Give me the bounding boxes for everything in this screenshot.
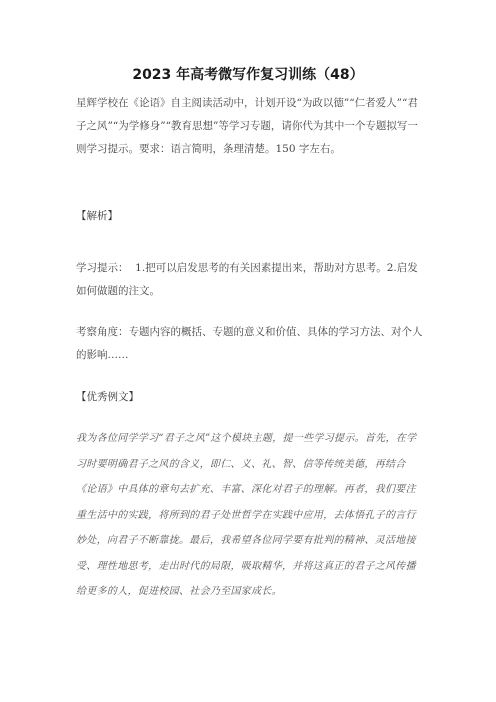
example-heading: 【优秀例文】 bbox=[76, 391, 139, 403]
angle-paragraph: 考察角度：专题内容的概括、专题的意义和价值、具体的学习方法、对个人的影响…… bbox=[76, 326, 423, 361]
example-paragraph: 我为各位同学学习“君子之风”这个模块主题，提一些学习提示。首先，在学习时要明确君子之风的含义，即仁、义、礼、智、信等传统美德，再结合《论语》中具体的章句去扩充、丰富、深化对君子的理解。再者，我们要注重生活中的实践，将所到的君子处世哲学在实践中应用，去体悟孔子的言行妙处，向君子不断靠拢。最后，我希望各位同学要有批判的精神、灵活地接受、理性地思考，走出时代的局限，吸取精华，并将这真正的君子之风传播给更多的人，促进校园、社会乃至国家成长。 bbox=[76, 433, 417, 597]
prompt-paragraph: 星辉学校在《论语》自主阅读活动中，计划开设“为政以德”“仁者爱人”“君子之风”“为学修身”“教育思想”等学习专题，请你代为其中一个专题拟写一则学习提示。要求：语言简明，条理清楚。150 字左右。 bbox=[76, 97, 418, 155]
analysis-heading: 【解析】 bbox=[76, 210, 118, 222]
page-title: 2023 年高考微写作复习训练（48） bbox=[132, 67, 364, 83]
tips-paragraph: 学习提示： 1.把可以启发思考的有关因素提出来，帮助对方思考。2.启发如何做题的注文。 bbox=[76, 262, 418, 297]
